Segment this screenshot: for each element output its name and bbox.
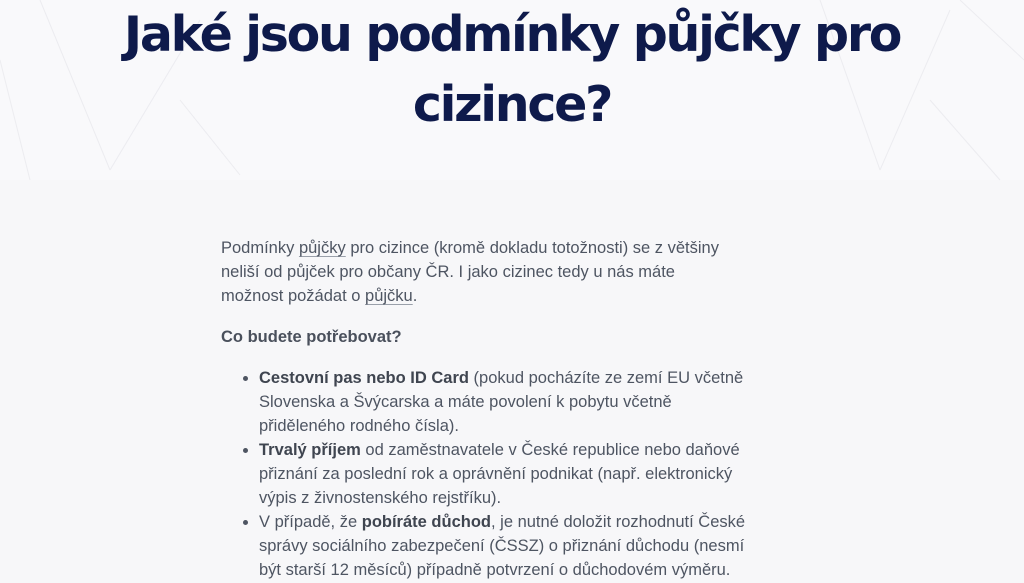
- item-text: přiznání za poslední rok a oprávnění podnikat (např. elektronický: [259, 465, 733, 483]
- intro-text-1: Podmínky: [221, 239, 299, 257]
- item-bold-text: pobíráte důchod: [361, 513, 491, 531]
- bullet-icon: [243, 376, 248, 381]
- page-title: [90, 0, 934, 140]
- list-item: [259, 510, 801, 582]
- intro-paragraph: [221, 236, 801, 308]
- item-text: výpis z živnostenského rejstříku).: [259, 489, 502, 507]
- page-title-line-2: cizince?: [412, 76, 612, 133]
- item-text: Slovenska a Švýcarska a máte povolení k pobytu včetně: [259, 393, 672, 411]
- page-title-line-1: Jaké jsou podmínky půjčky pro: [123, 6, 901, 63]
- article-body: [221, 236, 801, 582]
- requirements-heading: Co budete potřebovat?: [221, 328, 402, 346]
- intro-text-4: možnost požádat o: [221, 287, 366, 305]
- item-text: správy sociálního zabezpečení (ČSSZ) o přiznání důchodu (nesmí: [259, 537, 745, 555]
- item-text: být starší 12 měsíců) případně potvrzení o důchodovém výměru.: [259, 561, 731, 579]
- list-item: [259, 366, 801, 438]
- item-text: přiděleného rodného čísla).: [259, 417, 459, 435]
- item-text: od zaměstnavatele v České republice nebo daňové: [360, 441, 740, 459]
- intro-text-3: neliší od půjček pro občany ČR. I jako cizinec tedy u nás máte: [221, 263, 675, 281]
- item-bold-text: Cestovní pas nebo ID Card: [259, 369, 469, 387]
- list-item: [259, 438, 801, 510]
- item-bold-text: Trvalý příjem: [259, 441, 361, 459]
- item-text: V případě, že: [259, 513, 362, 531]
- item-text: , je nutné doložit rozhodnutí České: [490, 513, 746, 531]
- bullet-icon: [243, 520, 248, 525]
- requirements-list: [221, 366, 801, 582]
- loan-link-1[interactable]: půjčky: [298, 239, 346, 257]
- intro-text-5: .: [412, 287, 418, 305]
- intro-text-2: pro cizince (kromě dokladu totožnosti) se z většiny: [345, 239, 719, 257]
- loan-link-2[interactable]: půjčku: [365, 287, 413, 305]
- bullet-icon: [243, 448, 248, 453]
- item-text: (pokud pocházíte ze zemí EU včetně: [468, 369, 744, 387]
